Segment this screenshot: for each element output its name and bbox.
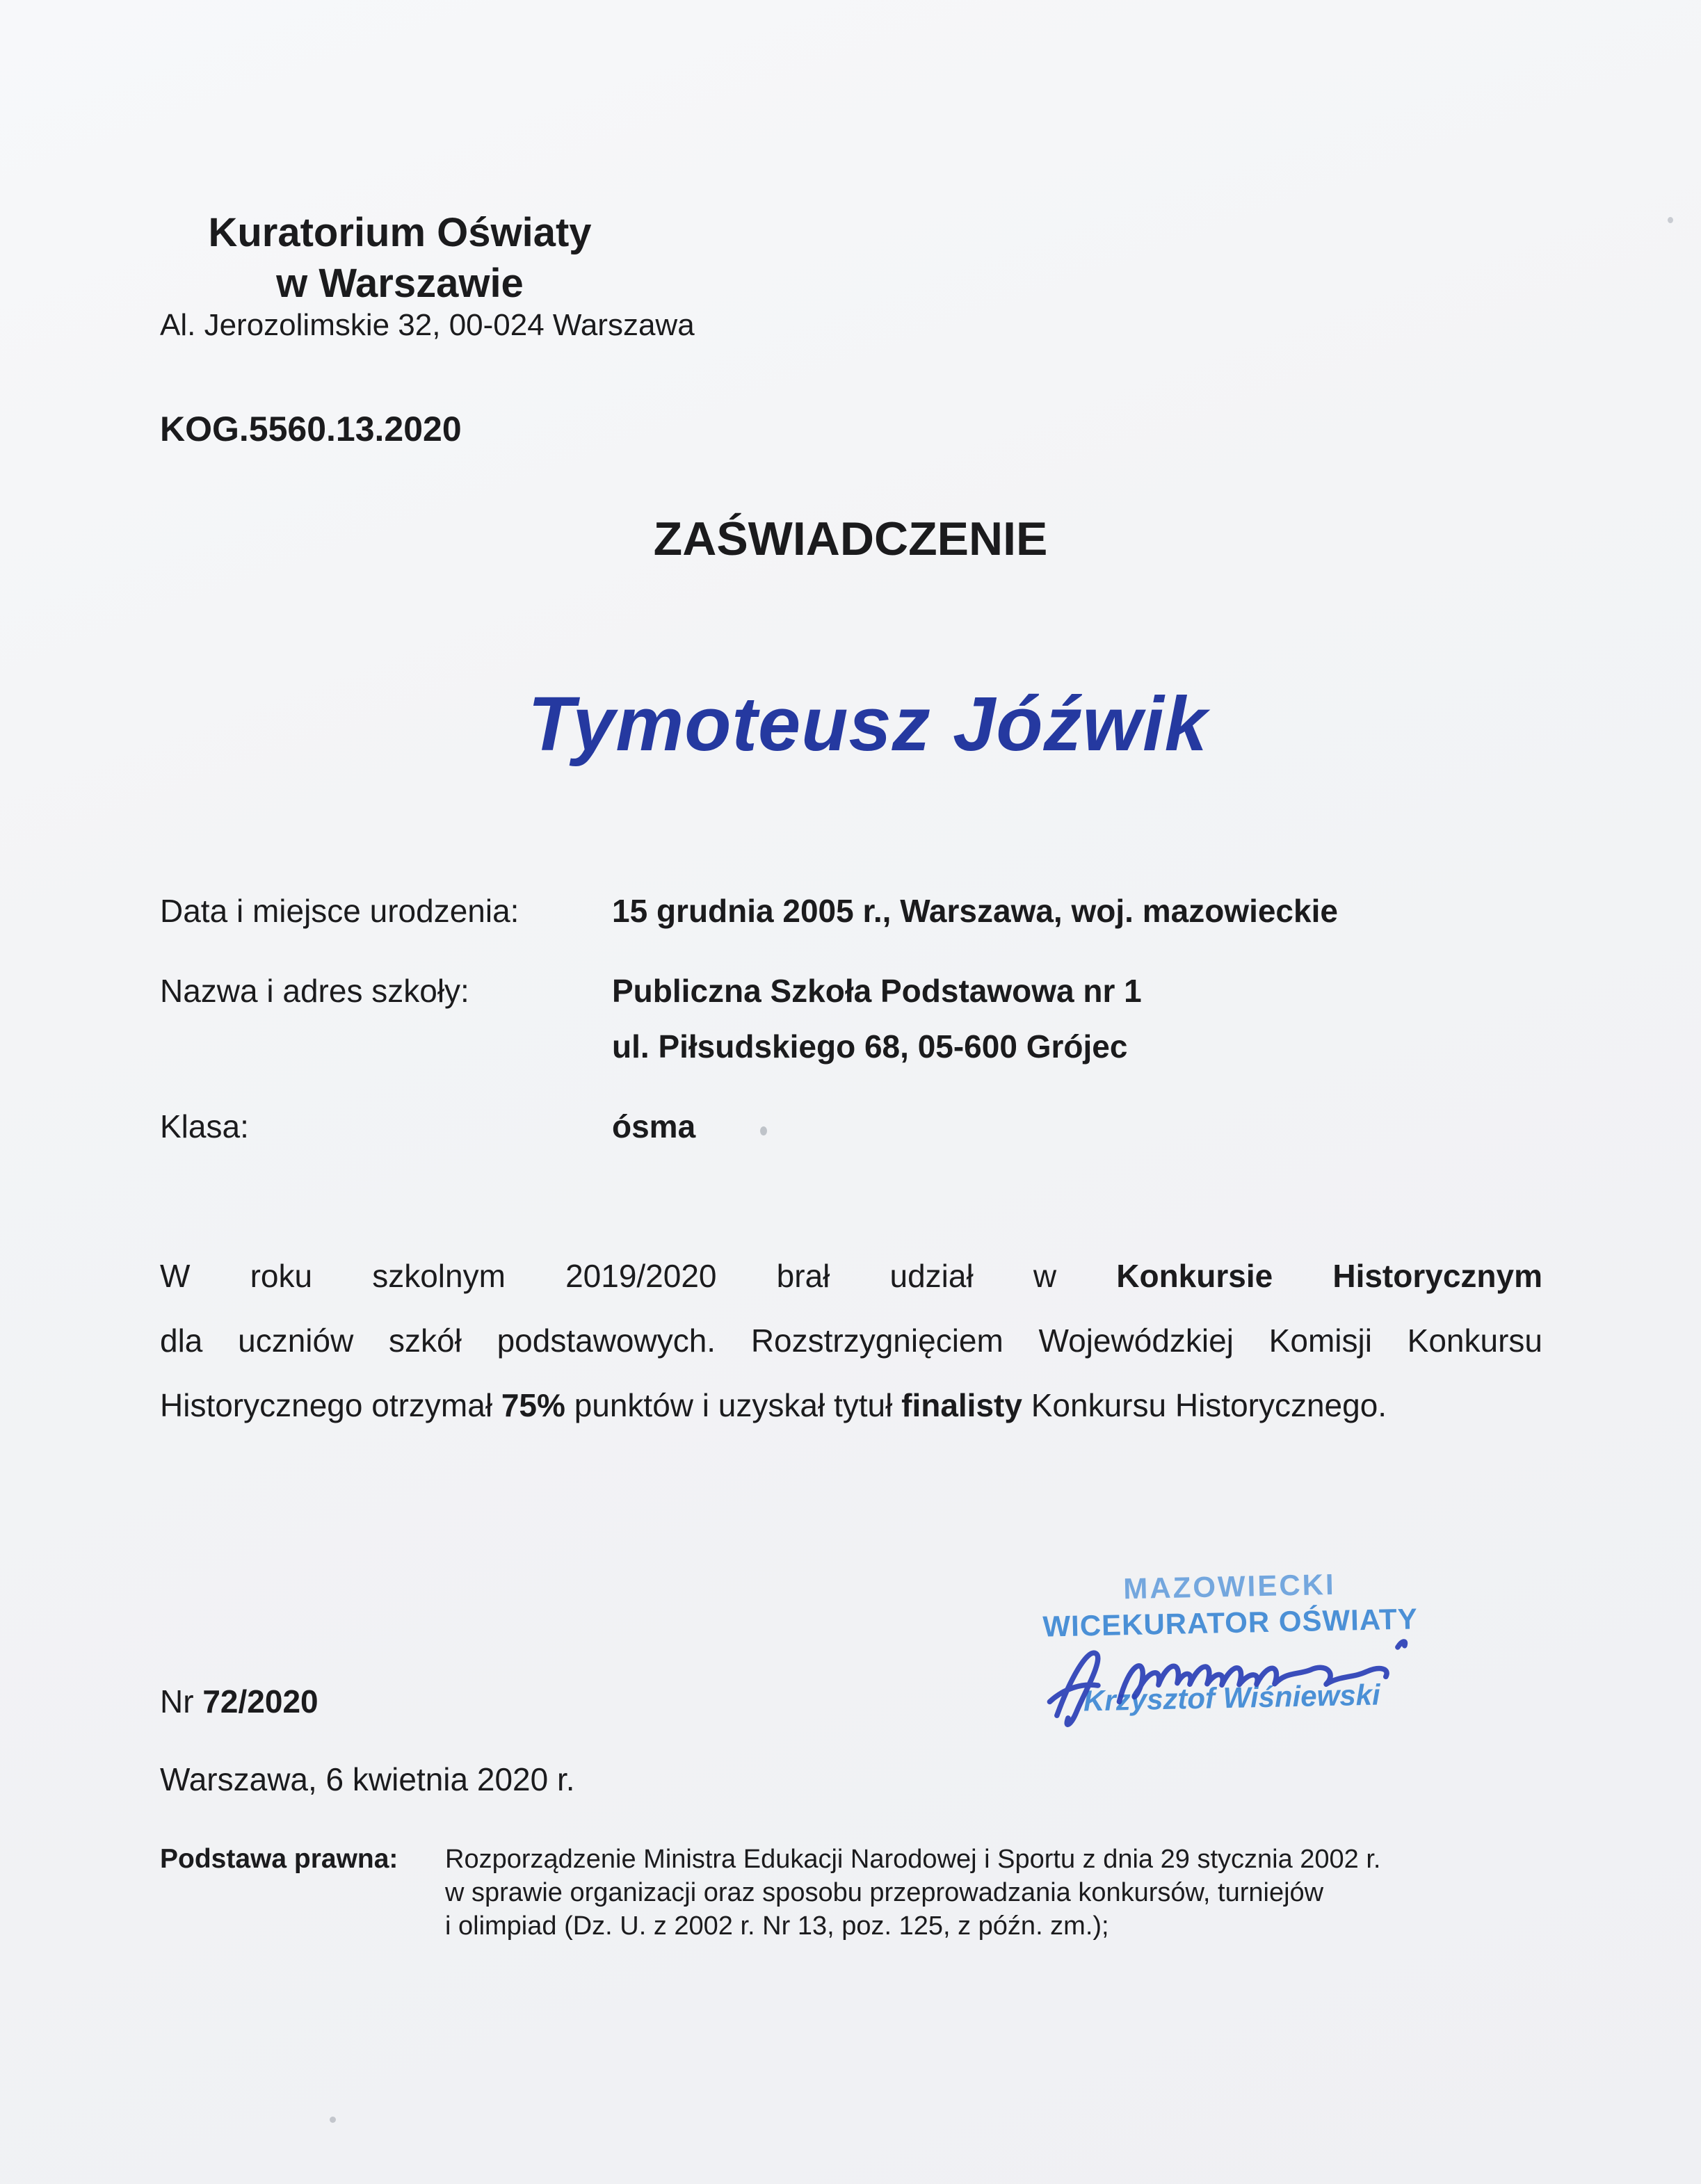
scan-artifact	[1668, 217, 1673, 223]
legal-basis-line1: Rozporządzenie Ministra Edukacji Narodowej i Sportu z dnia 29 stycznia 2002 r.	[445, 1845, 1381, 1874]
body-text-bold: finalisty	[901, 1387, 1022, 1423]
body-paragraph-line2: dla uczniów szkół podstawowych. Rozstrzygnięciem Wojewódzkiej Komisji Konkursu	[160, 1322, 1542, 1359]
place-and-date: Warszawa, 6 kwietnia 2020 r.	[160, 1761, 575, 1797]
org-name-line1: Kuratorium Oświaty	[208, 210, 592, 255]
document-title: ZAŚWIADCZENIE	[653, 512, 1048, 565]
legal-basis-line3: i olimpiad (Dz. U. z 2002 r. Nr 13, poz. 125, z późn. zm.);	[445, 1911, 1109, 1941]
stamp-title-line: WICEKURATOR OŚWIATY	[1042, 1602, 1419, 1643]
body-text: W roku szkolnym 2019/2020 brał udział w	[160, 1258, 1057, 1294]
birth-field-label: Data i miejsce urodzenia:	[160, 893, 519, 929]
certificate-number-value: 72/2020	[202, 1683, 319, 1720]
certificate-number-label: Nr	[160, 1683, 194, 1720]
birth-field-value: 15 grudnia 2005 r., Warszawa, woj. mazowieckie	[612, 893, 1338, 929]
legal-basis-line2: w sprawie organizacji oraz sposobu przeprowadzania konkursów, turniejów	[445, 1878, 1324, 1907]
class-field-label: Klasa:	[160, 1108, 249, 1144]
school-field-value-line2: ul. Piłsudskiego 68, 05-600 Grójec	[612, 1028, 1128, 1065]
legal-basis-text	[445, 1843, 1380, 1943]
certificate-number	[160, 1683, 319, 1720]
body-text-bold: Konkursie Historycznym	[1116, 1258, 1542, 1294]
school-field-label: Nazwa i adres szkoły:	[160, 973, 469, 1009]
body-text: Konkursu Historycznego.	[1031, 1387, 1387, 1423]
scan-artifact	[330, 2117, 336, 2123]
class-field-value: ósma	[612, 1108, 696, 1144]
body-paragraph-line1	[160, 1257, 1542, 1295]
body-text: Historycznego otrzymał	[160, 1387, 493, 1423]
letterhead	[160, 207, 640, 309]
org-address: Al. Jerozolimskie 32, 00-024 Warszawa	[160, 308, 695, 342]
org-name-line2: w Warszawie	[276, 261, 524, 306]
handwritten-signature	[1029, 1616, 1434, 1742]
official-stamp	[1006, 1558, 1455, 1748]
legal-basis-label: Podstawa prawna:	[160, 1844, 398, 1874]
body-paragraph-line3	[160, 1386, 1542, 1424]
stamp-region-line: MAZOWIECKI	[1122, 1567, 1337, 1605]
reference-number: KOG.5560.13.2020	[160, 410, 462, 448]
body-text: punktów i uzyskał tytuł	[574, 1387, 893, 1423]
scan-artifact	[760, 1126, 767, 1135]
body-text-bold: 75%	[501, 1387, 565, 1423]
recipient-name: Tymoteusz Jóźwik	[528, 681, 1208, 767]
stamp-signer-name: Krzysztof Wiśniewski	[1083, 1678, 1381, 1717]
school-field-value-line1: Publiczna Szkoła Podstawowa nr 1	[612, 973, 1142, 1009]
